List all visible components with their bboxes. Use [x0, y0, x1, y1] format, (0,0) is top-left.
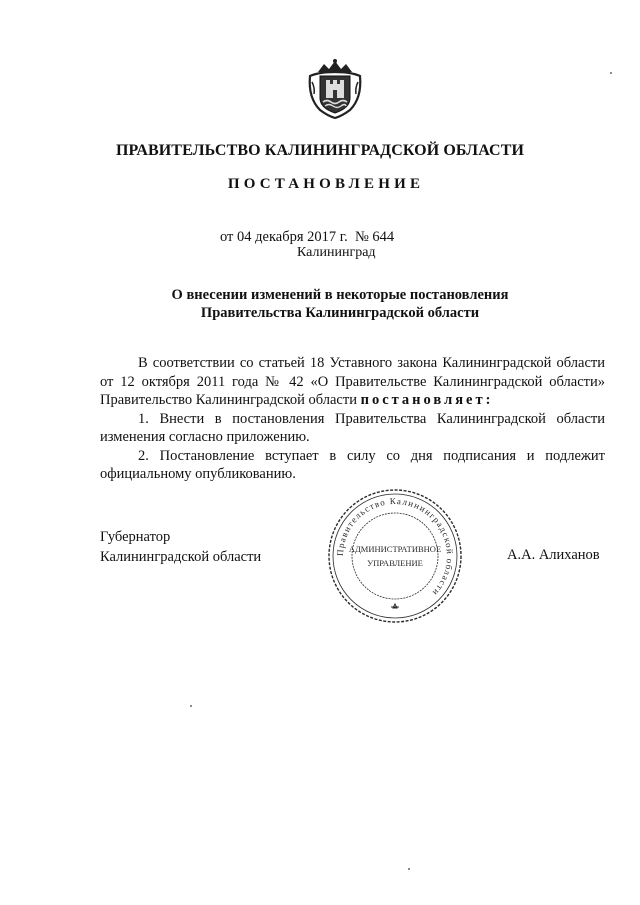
- subject-line-2: Правительства Калининградской области: [200, 305, 480, 321]
- scan-speck: [190, 705, 192, 707]
- seal-center-line-2: УПРАВЛЕНИЕ: [367, 558, 423, 568]
- document-city: Калининград: [297, 245, 376, 260]
- body-paragraph-3: 2. Постановление вступает в силу со дня подписания и подлежит официальному опубликованию.: [100, 447, 605, 482]
- signatory-position-line-2: Калининградской области: [100, 549, 262, 565]
- body-paragraph-2: 1. Внести в постановления Правительства Калининградской области изменения согласно приложению.: [100, 410, 605, 445]
- document-body: [100, 354, 605, 484]
- body-paragraph-1: [100, 354, 605, 410]
- scan-speck: [408, 868, 410, 870]
- signatory-position: [100, 527, 261, 567]
- document-date-number: от 04 декабря 2017 г. № 644: [220, 229, 395, 245]
- seal-ring-text: Правительство Калининградской области: [334, 495, 456, 599]
- paragraph-1-text: В соответствии со статьей 18 Уставного закона Калининградской области от 12 октября 2011 года № 42 «О Правительстве Калининградской области» Правительство Калининградской области: [100, 355, 605, 408]
- document-subject: [140, 286, 540, 322]
- scan-speck: [610, 72, 612, 74]
- official-seal: [325, 486, 465, 626]
- coat-of-arms-emblem: [306, 58, 364, 120]
- signatory-name: А.А. Алиханов: [507, 547, 600, 563]
- signatory-position-line-1: Губернатор: [100, 529, 171, 545]
- seal-center-line-1: АДМИНИСТРАТИВНОЕ: [348, 544, 442, 554]
- resolves-verb: постановляет:: [360, 392, 494, 408]
- document-type: ПОСТАНОВЛЕНИЕ: [227, 176, 425, 192]
- subject-line-1: О внесении изменений в некоторые постановления: [171, 287, 509, 303]
- government-title: ПРАВИТЕЛЬСТВО КАЛИНИНГРАДСКОЙ ОБЛАСТИ: [115, 142, 525, 159]
